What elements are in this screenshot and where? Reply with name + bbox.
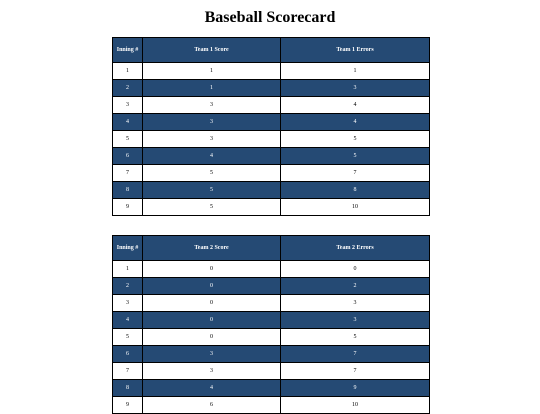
cell-score: 0 bbox=[143, 329, 281, 346]
cell-errors: 1 bbox=[281, 63, 430, 80]
team-2-score-table bbox=[112, 235, 430, 414]
cell-inning: 7 bbox=[113, 363, 143, 380]
cell-score: 5 bbox=[143, 165, 281, 182]
cell-errors: 8 bbox=[281, 182, 430, 199]
table-row bbox=[113, 63, 430, 80]
table-row bbox=[113, 329, 430, 346]
header-team-1-errors: Team 1 Errors bbox=[281, 38, 430, 63]
table-row bbox=[113, 363, 430, 380]
header-team-2-errors: Team 2 Errors bbox=[281, 236, 430, 261]
header-team-1-score: Team 1 Score bbox=[143, 38, 281, 63]
cell-errors: 5 bbox=[281, 131, 430, 148]
cell-inning: 6 bbox=[113, 346, 143, 363]
cell-score: 0 bbox=[143, 278, 281, 295]
cell-inning: 2 bbox=[113, 278, 143, 295]
cell-inning: 5 bbox=[113, 329, 143, 346]
table-header-row bbox=[113, 236, 430, 261]
cell-inning: 8 bbox=[113, 380, 143, 397]
cell-inning: 2 bbox=[113, 80, 143, 97]
cell-inning: 3 bbox=[113, 97, 143, 114]
header-inning: Inning # bbox=[113, 236, 143, 261]
table-row bbox=[113, 380, 430, 397]
cell-errors: 4 bbox=[281, 114, 430, 131]
cell-score: 3 bbox=[143, 114, 281, 131]
cell-score: 0 bbox=[143, 312, 281, 329]
table-row bbox=[113, 295, 430, 312]
cell-score: 3 bbox=[143, 131, 281, 148]
cell-errors: 5 bbox=[281, 329, 430, 346]
cell-inning: 8 bbox=[113, 182, 143, 199]
cell-inning: 3 bbox=[113, 295, 143, 312]
table-row bbox=[113, 80, 430, 97]
header-inning: Inning # bbox=[113, 38, 143, 63]
page-title: Baseball Scorecard bbox=[204, 9, 336, 26]
cell-score: 3 bbox=[143, 97, 281, 114]
table-row bbox=[113, 148, 430, 165]
table-row bbox=[113, 131, 430, 148]
table-row bbox=[113, 165, 430, 182]
cell-errors: 10 bbox=[281, 199, 430, 216]
table-row bbox=[113, 278, 430, 295]
cell-score: 3 bbox=[143, 363, 281, 380]
cell-errors: 9 bbox=[281, 380, 430, 397]
table-row bbox=[113, 182, 430, 199]
cell-inning: 4 bbox=[113, 114, 143, 131]
table-row bbox=[113, 312, 430, 329]
cell-inning: 6 bbox=[113, 148, 143, 165]
table-row bbox=[113, 199, 430, 216]
cell-score: 1 bbox=[143, 63, 281, 80]
cell-errors: 3 bbox=[281, 312, 430, 329]
cell-inning: 7 bbox=[113, 165, 143, 182]
cell-score: 1 bbox=[143, 80, 281, 97]
table-row bbox=[113, 114, 430, 131]
table-row bbox=[113, 397, 430, 414]
table-row bbox=[113, 261, 430, 278]
team-1-score-table bbox=[112, 37, 430, 216]
cell-score: 4 bbox=[143, 380, 281, 397]
cell-errors: 4 bbox=[281, 97, 430, 114]
cell-errors: 0 bbox=[281, 261, 430, 278]
cell-inning: 9 bbox=[113, 397, 143, 414]
cell-score: 5 bbox=[143, 182, 281, 199]
cell-score: 4 bbox=[143, 148, 281, 165]
cell-errors: 5 bbox=[281, 148, 430, 165]
cell-score: 0 bbox=[143, 295, 281, 312]
cell-score: 5 bbox=[143, 199, 281, 216]
cell-inning: 9 bbox=[113, 199, 143, 216]
cell-score: 0 bbox=[143, 261, 281, 278]
cell-score: 6 bbox=[143, 397, 281, 414]
table-header-row bbox=[113, 38, 430, 63]
cell-errors: 7 bbox=[281, 363, 430, 380]
table-row bbox=[113, 346, 430, 363]
cell-errors: 3 bbox=[281, 295, 430, 312]
cell-errors: 7 bbox=[281, 165, 430, 182]
cell-errors: 7 bbox=[281, 346, 430, 363]
cell-inning: 4 bbox=[113, 312, 143, 329]
header-team-2-score: Team 2 Score bbox=[143, 236, 281, 261]
cell-inning: 1 bbox=[113, 261, 143, 278]
cell-inning: 1 bbox=[113, 63, 143, 80]
cell-errors: 3 bbox=[281, 80, 430, 97]
cell-score: 3 bbox=[143, 346, 281, 363]
cell-errors: 2 bbox=[281, 278, 430, 295]
cell-errors: 10 bbox=[281, 397, 430, 414]
table-row bbox=[113, 97, 430, 114]
cell-inning: 5 bbox=[113, 131, 143, 148]
